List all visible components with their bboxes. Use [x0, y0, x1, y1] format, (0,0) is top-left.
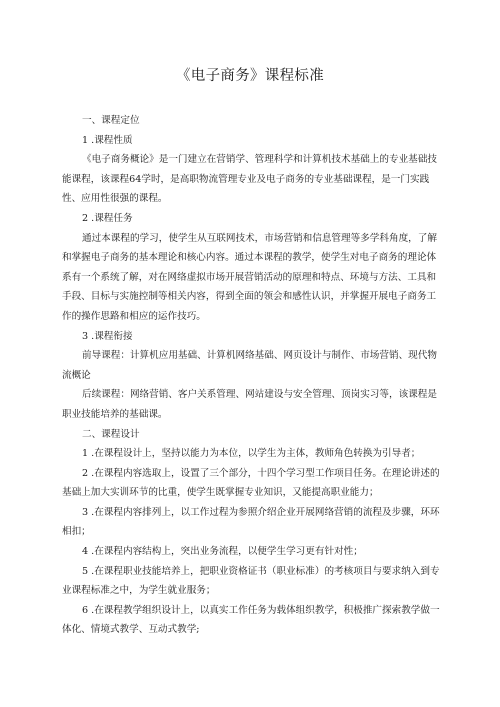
- design-item: 3 .在课程内容排列上，以工作过程为参照介绍企业开展网络营销的流程及步骤，环环相扣；: [62, 506, 440, 538]
- subsection-title-linkage: 3 .课程衔接: [82, 330, 133, 342]
- section-heading-positioning: 一、课程定位: [82, 115, 140, 126]
- design-item: 1 .在课程设计上，坚持以能力为本位，以学生为主体，教师角色转换为引导者；: [82, 448, 421, 460]
- document-title: 《电子商务》课程标准: [176, 68, 324, 84]
- subsection-title-task: 2 .课程任务: [82, 212, 133, 224]
- paragraph-nature: 《电子商务概论》是一门建立在营销学、管理科学和计算机技术基础上的专业基础技能课程，该课程64学时，是高职物流管理专业及电子商务的专业基础课程，是一门实践性、应用性很强的课程。: [62, 154, 437, 205]
- subsection-title-nature: 1 .课程性质: [82, 134, 133, 146]
- paragraph-followup: 后续课程：网络营销、客户关系管理、网站建设与安全管理、顶岗实习等，该课程是职业技能培养的基础课。: [62, 389, 437, 420]
- paragraph-task: 通过本课程的学习，使学生从互联网技术，市场营销和信息管理等多学科角度，了解和掌握电子商务的基本理论和核心内容。通过本课程的教学，使学生对电子商务的理论体系有一个系统了解，对在网络虚拟市场开展营销活动的原理和特点、环境与方法、工具和手段、目标与实施控制等相关内容，得到全面的领会和感性认识，并掌握开展电子商务工作的操作思路和相应的运作技巧。: [62, 232, 437, 322]
- document-body: [62, 111, 440, 640]
- section-heading-design: 二、课程设计: [82, 428, 140, 440]
- paragraph-prerequisite: 前导课程：计算机应用基础、计算机网络基础、网页设计与制作、市场营销、现代物流概论: [62, 350, 437, 381]
- design-item: 5 .在课程职业技能培养上，把职业资格证书（职业标准）的考核项目与要求纳入到专业课程标准之中，为学生就业服务；: [62, 565, 440, 597]
- design-item: 4 .在课程内容结构上，突出业务流程，以便学生学习更有针对性；: [82, 546, 363, 558]
- design-item: 6 .在课程教学组织设计上，以真实工作任务为载体组织教学，积极推广探索教学做一体化、情境式教学、互动式教学;: [62, 604, 440, 636]
- design-item: 2 .在课程内容选取上，设置了三个部分，十四个学习型工作项目任务。在理论讲述的基础上加大实训环节的比重，使学生既掌握专业知识，又能提高职业能力；: [62, 467, 440, 499]
